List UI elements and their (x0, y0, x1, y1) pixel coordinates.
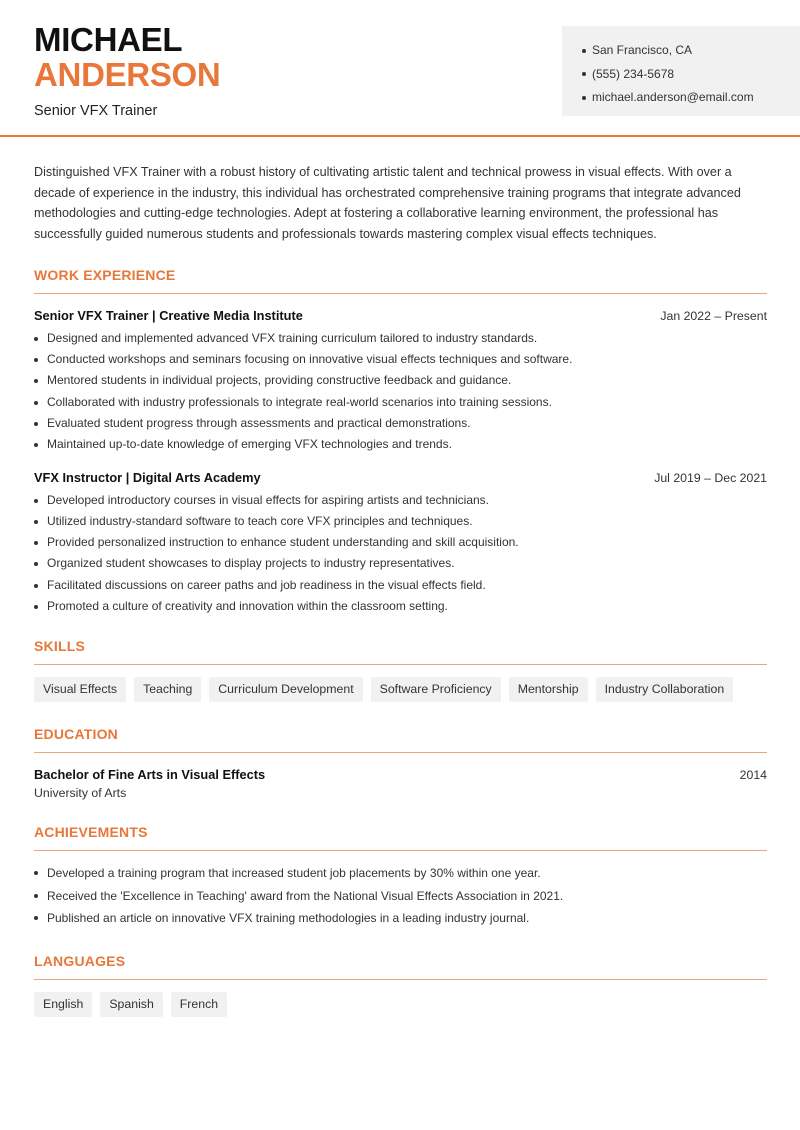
skills-list (34, 677, 767, 702)
list-item: Promoted a culture of creativity and innovation within the classroom setting. (34, 596, 767, 617)
list-item: Facilitated discussions on career paths and job readiness in the visual effects field. (34, 575, 767, 596)
list-item: Conducted workshops and seminars focusing on innovative visual effects techniques and software. (34, 349, 767, 370)
last-name: ANDERSON (34, 56, 221, 93)
achievements-list (34, 862, 767, 930)
job-dates: Jul 2019 – Dec 2021 (654, 470, 767, 485)
education-degree: Bachelor of Fine Arts in Visual Effects (34, 767, 266, 783)
section-title-achievements: ACHIEVEMENTS (34, 824, 767, 851)
skill-tag: Visual Effects (34, 677, 126, 702)
list-item: Organized student showcases to display projects to industry representatives. (34, 553, 767, 574)
bullet-icon (582, 49, 586, 53)
first-name: MICHAEL (34, 21, 183, 58)
section-title-skills: SKILLS (34, 638, 767, 665)
job-bullets (34, 328, 767, 456)
job-entry (34, 308, 767, 456)
list-item: Designed and implemented advanced VFX training curriculum tailored to industry standards. (34, 328, 767, 349)
skill-tag: Software Proficiency (371, 677, 501, 702)
summary: Distinguished VFX Trainer with a robust history of cultivating artistic talent and technical prowess in visual effects. With over a decade of experience in the industry, this individual has orchestrated comprehensive training programs that integrate advanced methodologies and cutting-edge technologies. Adept at fostering a collaborative learning environment, the professional has successfully guided numerous students and professionals towards mastering complex visual effects techniques. (34, 165, 741, 242)
list-item: Provided personalized instruction to enhance student understanding and skill acquisition. (34, 532, 767, 553)
job-dates: Jan 2022 – Present (660, 308, 767, 323)
list-item: Collaborated with industry professionals to integrate real-world scenarios into training sessions. (34, 392, 767, 413)
contact-phone: (555) 234-5678 (582, 63, 800, 87)
job-role: Senior VFX Trainer | Creative Media Institute (34, 307, 303, 323)
education-entry (34, 767, 767, 800)
language-tag: Spanish (100, 992, 162, 1017)
list-item: Maintained up-to-date knowledge of emerging VFX technologies and trends. (34, 434, 767, 455)
job-bullets (34, 490, 767, 618)
skill-tag: Industry Collaboration (596, 677, 734, 702)
list-item: Evaluated student progress through assessments and practical demonstrations. (34, 413, 767, 434)
resume-header (0, 0, 800, 137)
list-item: Developed a training program that increased student job placements by 30% within one year. (34, 862, 767, 885)
section-title-education: EDUCATION (34, 726, 767, 753)
education-year: 2014 (739, 768, 767, 783)
contact-email: michael.anderson@email.com (582, 86, 800, 110)
skill-tag: Mentorship (509, 677, 588, 702)
bullet-icon (582, 96, 586, 100)
education-school: University of Arts (34, 786, 127, 801)
section-title-languages: LANGUAGES (34, 953, 767, 980)
contact-box (562, 26, 800, 116)
language-tag: English (34, 992, 92, 1017)
list-item: Developed introductory courses in visual effects for aspiring artists and technicians. (34, 490, 767, 511)
job-entry (34, 470, 767, 618)
contact-location: San Francisco, CA (582, 39, 800, 63)
skill-tag: Teaching (134, 677, 201, 702)
list-item: Mentored students in individual projects, providing constructive feedback and guidance. (34, 370, 767, 391)
skill-tag: Curriculum Development (209, 677, 362, 702)
list-item: Published an article on innovative VFX training methodologies in a leading industry journal. (34, 907, 767, 930)
job-title: Senior VFX Trainer (34, 103, 158, 119)
list-item: Utilized industry-standard software to teach core VFX principles and techniques. (34, 511, 767, 532)
languages-list (34, 992, 767, 1017)
language-tag: French (171, 992, 227, 1017)
list-item: Received the 'Excellence in Teaching' award from the National Visual Effects Association in 2021. (34, 885, 767, 908)
name-block (34, 22, 220, 119)
resume-body (34, 162, 767, 1017)
job-role: VFX Instructor | Digital Arts Academy (34, 469, 261, 485)
bullet-icon (582, 72, 586, 76)
section-title-work: WORK EXPERIENCE (34, 267, 767, 294)
